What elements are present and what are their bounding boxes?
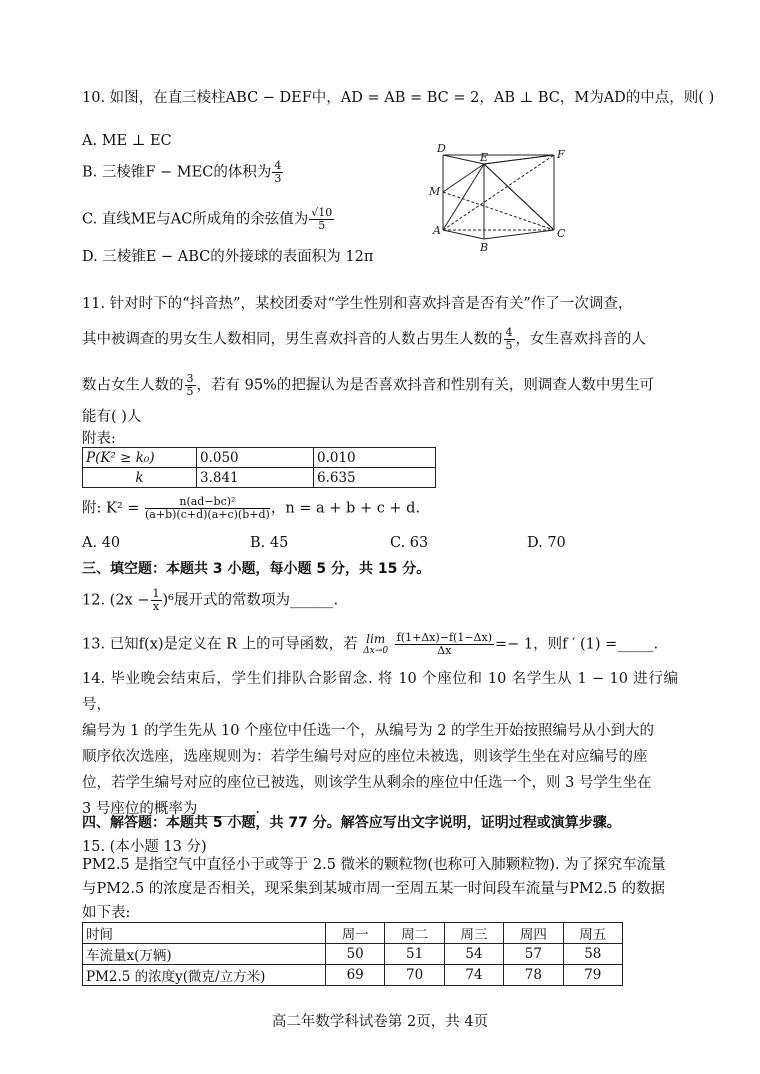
q10-option-c-num: √10 [311, 206, 333, 219]
table-cell: 74 [444, 965, 503, 986]
q11-fraction-female-den: 5 [186, 385, 194, 398]
fig-label-d: D [437, 142, 446, 155]
formula-fraction [145, 496, 270, 521]
q11-line4: 能有( )人 [82, 409, 142, 425]
q10-option-a: A. ME ⊥ EC [82, 133, 172, 149]
q10-option-c-text: C. 直线ME与AC所成角的余弦值为 [82, 211, 309, 228]
q13 [82, 632, 658, 657]
table-cell: 79 [563, 965, 622, 986]
q14-line: 位，若学生编号对应的座位已被选，则该学生从剩余的座位中任选一个，则 3 号学生坐在 [82, 775, 652, 791]
q11-fraction-male-num: 4 [505, 326, 513, 339]
table-row [83, 468, 436, 488]
q10-option-b-text: B. 三棱锥F − MEC的体积为 [82, 164, 272, 181]
q11-line2-post: ，女生喜欢抖音的人 [515, 331, 646, 348]
table-header-cell: 周二 [385, 923, 444, 944]
table-cell: 6.635 [314, 468, 436, 488]
q13-pre: 13. 已知f(x)是定义在 R 上的可导函数，若 [82, 636, 358, 653]
table-row [83, 944, 623, 965]
fig-label-m: M [429, 185, 441, 198]
q11-option-c: C. 63 [390, 535, 429, 551]
table-cell: 0.050 [197, 448, 314, 468]
q12-pre: 12. (2x − [82, 592, 150, 609]
fig-label-f: F [557, 148, 565, 161]
table-header-cell: 周三 [444, 923, 503, 944]
q15-line: PM2.5 是指空气中直径小于或等于 2.5 微米的颗粒物(也称可入肺颗粒物). 为了探究车流量 [82, 857, 666, 873]
q15-line: 与PM2.5 的浓度是否相关，现采集到某城市周一至周五某一时间段车流量与PM2.5 的数据 [82, 881, 666, 897]
q10-option-b-fraction [272, 160, 283, 185]
q10-option-b-den: 3 [274, 172, 282, 185]
table-row [83, 965, 623, 986]
q14-line: 编号为 1 的学生先从 10 个座位中任选一个，从编号为 2 的学生开始按照编号从小到大的 [82, 723, 655, 739]
fig-label-e: E [480, 151, 489, 164]
q11-fraction-female-num: 3 [186, 372, 194, 385]
formula-post: ，n = a + b + c + d. [270, 500, 421, 517]
q11-line3 [82, 373, 654, 398]
fig-label-c: C [557, 227, 566, 240]
table-cell: 54 [444, 944, 503, 965]
q13-den: Δx [437, 644, 452, 657]
formula-den: (a+b)(c+d)(a+c)(b+d) [145, 508, 270, 521]
q14 [82, 666, 678, 822]
table-cell: 50 [326, 944, 385, 965]
table-cell: P(K² ≥ k₀) [83, 448, 197, 468]
critical-value-table [82, 447, 436, 488]
q11-fraction-female [185, 373, 196, 398]
q15-heading: 15. (本小题 13 分) [82, 839, 207, 855]
q10-option-d: D. 三棱锥E − ABC的外接球的表面积为 12π [82, 249, 374, 265]
table-cell: k [83, 468, 197, 488]
table-header-cell: 周一 [326, 923, 385, 944]
q10-option-c-den: 5 [318, 219, 326, 232]
q13-limit [363, 633, 388, 657]
table-cell: 58 [563, 944, 622, 965]
formula-num: n(ad−bc)² [145, 496, 270, 509]
table-cell: 69 [326, 965, 385, 986]
q12-den: x [152, 600, 160, 613]
table-header-cell: 周五 [563, 923, 622, 944]
q13-lim: lim [366, 631, 386, 646]
table-cell: 70 [385, 965, 444, 986]
section-3-heading: 三、填空题：本题共 3 小题，每小题 5 分，共 15 分。 [82, 561, 431, 577]
prism-figure [425, 142, 575, 254]
q14-line: 3 号座位的概率为________. [82, 801, 260, 817]
fig-label-b: B [480, 241, 489, 254]
table-cell: 78 [504, 965, 563, 986]
q10-option-c-fraction [309, 207, 334, 232]
q11-fraction-male-den: 5 [505, 339, 513, 352]
q14-line: 14. 毕业晚会结束后，学生们排队合影留念. 将 10 个座位和 10 名学生从 1 − 10 进行编号， [82, 671, 678, 713]
table-row [83, 923, 623, 944]
q11-option-d: D. 70 [527, 535, 566, 551]
q13-num: f(1+Δx)−f(1−Δx) [396, 631, 492, 644]
q11-option-a: A. 40 [82, 535, 121, 551]
q15-line: 如下表: [82, 905, 131, 921]
q13-post: =− 1，则f ′ (1) =_____. [495, 636, 659, 653]
table-row [83, 448, 436, 468]
q11-table-title: 附表: [82, 431, 116, 447]
q11-fraction-male [504, 327, 515, 352]
q12 [82, 588, 338, 613]
q10-option-b [82, 160, 284, 185]
table-cell: 车流量x(万辆) [83, 944, 326, 965]
q14-line: 顺序依次选座，选座规则为：若学生编号对应的座位未被选，则该学生坐在对应编号的座 [82, 749, 648, 765]
page-footer: 高二年数学科试卷第 2页，共 4页 [271, 1014, 489, 1030]
chi-square-formula [82, 496, 420, 521]
q13-fraction [395, 632, 494, 657]
q11-option-b: B. 45 [250, 535, 289, 551]
table-cell: 3.841 [197, 468, 314, 488]
table-header-cell: 周四 [504, 923, 563, 944]
q12-post: )⁶展开式的常数项为______. [162, 592, 339, 609]
q11-line2-pre: 其中被调查的男女生人数相同，男生喜欢抖音的人数占男生人数的 [82, 331, 503, 348]
q12-fraction [151, 588, 162, 613]
section-4-heading: 四、解答题：本题共 5 小题，共 77 分。解答应写出文字说明，证明过程或演算步骤。 [82, 815, 621, 831]
table-header-cell: 时间 [83, 923, 326, 944]
fig-label-a: A [433, 224, 441, 237]
q11-line2 [82, 327, 646, 352]
q13-lim-sub: Δx→0 [363, 645, 389, 656]
q10-stem: 10. 如图，在直三棱柱ABC − DEF中，AD = AB = BC = 2，AB ⊥ BC，M为AD的中点，则( ) [82, 90, 715, 106]
table-cell: 0.010 [314, 448, 436, 468]
table-cell: 57 [504, 944, 563, 965]
table-cell: PM2.5 的浓度y(微克/立方米) [83, 965, 326, 986]
q10-option-b-num: 4 [274, 159, 282, 172]
q11-line1: 11. 针对时下的“抖音热”，某校团委对“学生性别和喜欢抖音是否有关”作了一次调查， [82, 296, 633, 312]
q11-line3-pre: 数占女生人数的 [82, 377, 184, 394]
traffic-pm25-table [82, 922, 623, 986]
formula-pre: 附: K² = [82, 500, 140, 517]
q11-line3-post: ，若有 95%的把握认为是否喜欢抖音和性别有关，则调查人数中男生可 [196, 377, 654, 394]
q12-num: 1 [152, 587, 160, 600]
table-cell: 51 [385, 944, 444, 965]
q10-option-c [82, 207, 335, 232]
q15-body [82, 853, 678, 925]
